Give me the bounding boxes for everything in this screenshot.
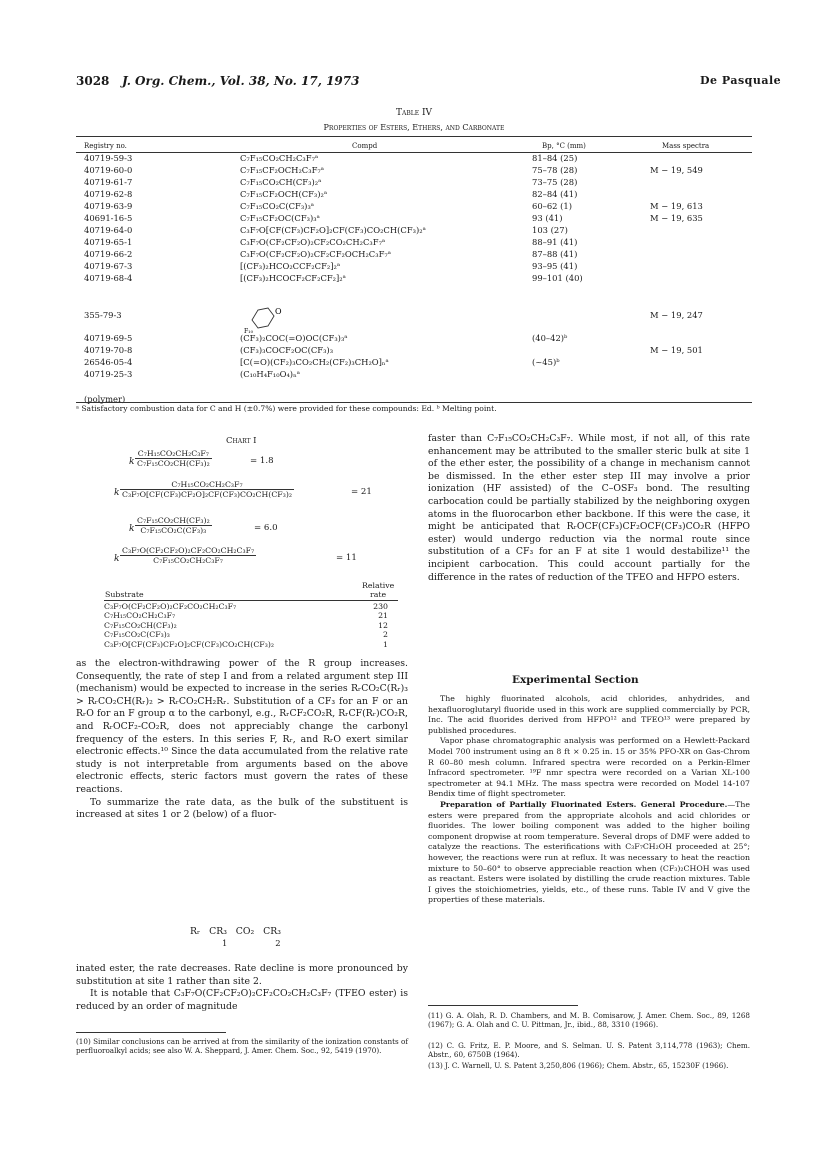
relative-rate-value: 12: [378, 620, 388, 630]
reference-12: (12) C. G. Fritz, E. P. Moore, and S. Selman. U. S. Patent 3,114,778 (1963); Chem. Abstr., 60, 6750B (1964).: [428, 1041, 750, 1060]
left-paragraph-2: To summarize the rate data, as the bulk of the substituent is increased at sites 1 or 2 (below) of a fluor-: [76, 796, 408, 821]
table-cell-registry-no: 40719-63-9: [84, 201, 133, 211]
table-cell-compound: C₇F₁₅CF₂OC(CF₃)₃ᵃ: [240, 213, 320, 223]
table-cell-registry-no: 40719-62-8: [84, 189, 133, 199]
table-cell-boiling-point: 82–84 (41): [532, 189, 578, 199]
perfluoro-ring-structure: [244, 300, 284, 334]
chart-rule: [104, 600, 398, 601]
substrate-name: C₇H₁₅CO₂CH₂C₃F₇: [104, 611, 176, 621]
col-header-registry: Registry no.: [84, 142, 127, 150]
table-cell-boiling-point: 73–75 (28): [532, 177, 578, 187]
col-header-mass: Mass spectra: [662, 142, 710, 150]
table-footnote: ᵃ Satisfactory combustion data for C and H (±0.7%) were provided for these compounds: Ed. ᵇ Melting point.: [76, 404, 497, 413]
table-cell-compound: C₃F₇O[CF(CF₃)CF₂O]₂CF(CF₃)CO₂CH(CF₃)₂ᵃ: [240, 225, 426, 235]
right-column: [428, 433, 750, 584]
table-cell-registry-no: 40719-64-0: [84, 225, 133, 235]
rate-constant-symbol: k: [114, 554, 120, 564]
table-cell-boiling-point: 88–91 (41): [532, 237, 578, 247]
rate-ratio-fraction: [135, 449, 212, 468]
ratio-value: = 21: [351, 487, 372, 497]
table-cell-registry-no: 40719-59-3: [84, 153, 133, 163]
reference-11: (11) G. A. Olah, R. D. Chambers, and M. B. Comisarow, J. Amer. Chem. Soc., 89, 1268 (1967); G. A. Olah and C. U. Pittman, Jr., ibid., 88, 3310 (1966).: [428, 1011, 750, 1030]
substrate-name: C₃F₇O(CF₂CF₂O)₂CF₂CO₂CH₂C₃F₇: [104, 602, 237, 611]
col-header-compd: Compd: [352, 142, 378, 150]
table-cell-boiling-point: 93–95 (41): [532, 261, 578, 271]
table-cell-compound: (CF₃)₃COCF₂OC(CF₃)₃: [240, 345, 334, 355]
relative-rate-value: 230: [373, 602, 388, 611]
relative-rate-value: 1: [383, 639, 388, 649]
experimental-paragraph-2: Vapor phase chromatographic analysis was performed on a Hewlett-Packard Model 700 instrument using an 8 ft × 0.25 in. 15 or 35% PFO-XR on Gas-Chrom R 60–80 mesh column. Infrared spectra were recorded on a Perkin-Elmer Infracord spectrometer. ¹⁹F nmr spectra were recorded on a Varian XL-100 spectrometer at 94.1 MHz. The mass spectra were recorded on Model 14-107 Bendix time of flight spectrometer.: [428, 736, 750, 799]
table-header-rule: [76, 152, 752, 153]
table-cell-compound: [(CF₃)₂HCO₂CCF₂CF₂]₂ᵃ: [240, 261, 341, 271]
ratio-numerator: C₃F₇O(CF₂CF₂O)₂CF₂CO₂CH₂C₃F₇: [122, 546, 255, 555]
references-rule: [428, 1005, 578, 1006]
ratio-numerator: C₇H₁₅CO₂CH₂C₃F₇: [120, 480, 294, 490]
table-cell-mass-spectra: M − 19, 247: [650, 310, 703, 320]
table-cell-registry-no: 40719-66-2: [84, 249, 133, 259]
rate-constant-symbol: k: [129, 457, 135, 467]
footnote-rule: [76, 1032, 226, 1033]
left-paragraph-4: It is notable that C₃F₇O(CF₂CF₂O)₂CF₂CO₂CH₂C₃F₇ (TFEO ester) is reduced by an order of magnitude: [76, 988, 408, 1012]
table-cell-registry-no: 40719-25-3: [84, 369, 133, 379]
table-cell-compound: C₃F₇O(CF₂CF₂O)₂CF₂CO₂CH₂C₃F₇ᵃ: [240, 237, 386, 247]
table-cell-compound: C₇F₁₅CF₂OCH(CF₃)₂ᵃ: [240, 189, 328, 199]
table-title: Table IV: [395, 108, 433, 118]
left-paragraph-1: as the electron-withdrawing power of the R group increases. Consequently, the rate of step I and from a related argument step III (mechanism) would be expected to increase in the series RᵣCO₂C(Rᵣ)₃ > RᵣCO₂CH(Rᵣ)₂ > RᵣCO₂CH₂Rᵣ. Substitution of a CF₃ for an F or an RᵣO for an F group α to the carbonyl, e.g., RᵣCF₂CO₂R, RᵣCF(Rᵣ)CO₂R, and RᵣOCF₂-CO₂R, does not appreciably change the carbonyl frequency of the esters. In this series F, Rᵣ, and RᵣO exert similar electronic effects.¹⁰ Since the data accumulated from the relative rate study is not interpretable from arguments based on the above electronic effects, steric factors must govern the rates of these reactions.: [76, 658, 408, 795]
ratio-denominator: C₇F₁₅CO₂CH(CF₃)₂: [137, 459, 210, 468]
ratio-value: = 6.0: [254, 523, 278, 533]
site-numbers: 1 2: [222, 938, 281, 948]
rate-constant-symbol: k: [114, 488, 120, 498]
table-cell-compound: C₇F₁₅CO₂C(CF₃)₃ᵃ: [240, 201, 315, 211]
table-cell-compound: C₇F₁₅CF₂OCH₂C₃F₇ᵃ: [240, 165, 324, 175]
relative-rate-value: 2: [383, 630, 388, 640]
table-cell-registry-no: 40719-65-1: [84, 237, 133, 247]
table-subtitle: Properties of Esters, Ethers, and Carbonate: [323, 123, 505, 132]
experimental-paragraph-3: —The esters were prepared from the appropriate alcohols and acid chlorides or fluorides. The lower boiling component was added to the higher boiling component dropwise at room temperature. Several drops of DMF were added to catalyze the reactions. The esterifications with C₃F₇CH₂OH proceeded at 25°; however, the reactions were run at reflux. It was necessary to heat the reaction mixture to 50–60° to observe appreciable reaction when (CF₃)₂CHOH was used as reactant. Esters were isolated by distilling the crude reaction mixtures. Table I gives the stoichiometries, yields, etc., of these runs. Table IV and V give the properties of these materials.: [428, 799, 750, 905]
table-cell-boiling-point: 75–78 (28): [532, 165, 578, 175]
rate-ratio-fraction: [120, 480, 294, 499]
chart-title: Chart I: [226, 436, 257, 446]
ring-oxygen-label: O: [275, 307, 282, 316]
table-cell-boiling-point: 60–62 (1): [532, 201, 573, 211]
ring-fluorine-label: F₁₀: [244, 328, 253, 334]
site-formula: Rᵣ CR₃ CO₂ CR₃: [190, 926, 281, 937]
ratio-value: = 11: [336, 553, 357, 563]
running-header: [76, 74, 359, 88]
left-column-continued: [76, 963, 408, 1013]
ratio-denominator: C₇F₁₅CO₂C(CF₃)₃: [140, 526, 207, 535]
experimental-paragraph-1: The highly fluorinated alcohols, acid chlorides, anhydrides, and hexafluoroglutaryl fluoride used in this work are supplied commercially by PCR, Inc. The acid fluorides derived from HFPO¹² and TFEO¹³ were prepared by published procedures.: [428, 694, 750, 735]
ratio-numerator: C₇F₁₅CO₂CH(CF₃)₂: [137, 516, 210, 525]
table-cell-registry-no: 40719-67-3: [84, 261, 133, 271]
table-cell-boiling-point: 99–101 (40): [532, 273, 583, 283]
section-heading: Experimental Section: [512, 674, 639, 686]
table-cell-compound: C₇F₁₅CO₂CH₂C₃F₇ᵃ: [240, 153, 319, 163]
table-cell-boiling-point: 87–88 (41): [532, 249, 578, 259]
table-cell-boiling-point: 81–84 (25): [532, 153, 578, 163]
ratio-denominator: C₃F₇O[CF(CF₃)CF₂O]₂CF(CF₃)CO₂CH(CF₃)₂: [122, 490, 293, 499]
experimental-subheading: Preparation of Partially Fluorinated Esters. General Procedure.: [440, 799, 728, 809]
relative-rate-header-2: rate: [370, 590, 387, 599]
table-cell-registry-no: 40719-68-4: [84, 273, 133, 283]
table-cell-compound: [(CF₃)₂HCOCF₂CF₂CF₂]₂ᵃ: [240, 273, 346, 283]
table-cell-mass-spectra: M − 19, 501: [650, 345, 703, 355]
substrate-name: C₇F₁₅CO₂CH(CF₃)₂: [104, 620, 177, 630]
table-cell-boiling-point: 103 (27): [532, 225, 568, 235]
left-paragraph-3: inated ester, the rate decreases. Rate decline is more pronounced by substitution at site 1 rather than site 2.: [76, 963, 408, 987]
table-cell-boiling-point: (~45)ᵇ: [532, 357, 560, 367]
polymer-note: (polymer): [84, 394, 126, 404]
table-top-rule: [76, 136, 752, 137]
table-cell-compound: (CF₃)₂COC(=O)OC(CF₃)₃ᵃ: [240, 333, 348, 343]
page-number: 3028: [76, 74, 110, 88]
ratio-value: = 1.8: [250, 456, 274, 466]
relative-rate-value: 21: [378, 611, 388, 621]
table-cell-registry-no: 26546-05-4: [84, 357, 133, 367]
substrate-name: C₃F₇O[CF(CF₃)CF₂O]₂CF(CF₃)CO₂CH(CF₃)₂: [104, 639, 275, 649]
relative-rate-header-1: Relative: [362, 581, 395, 590]
col-header-bp: Bp, °C (mm): [542, 142, 586, 150]
table-cell-registry-no: 40719-70-8: [84, 345, 133, 355]
table-cell-mass-spectra: M − 19, 635: [650, 213, 703, 223]
table-cell-boiling-point: (40–42)ᵇ: [532, 333, 568, 343]
experimental-text: [428, 694, 750, 906]
footnote-10: (10) Similar conclusions can be arrived at from the similarity of the ionization constants of perfluoroalkyl acids; see also W. A. Sheppard, J. Amer. Chem. Soc., 92, 5419 (1970).: [76, 1037, 408, 1056]
journal-citation: J. Org. Chem., Vol. 38, No. 17, 1973: [121, 74, 360, 88]
table-cell-registry-no: 355-79-3: [84, 310, 122, 320]
substrate-name: C₇F₁₅CO₂C(CF₃)₃: [104, 630, 170, 640]
substrate-header: Substrate: [105, 590, 144, 599]
table-cell-mass-spectra: M − 19, 549: [650, 165, 703, 175]
table-cell-registry-no: 40719-60-0: [84, 165, 133, 175]
rate-ratio-fraction: [135, 516, 212, 535]
rate-ratio-fraction: [120, 546, 256, 565]
table-cell-compound: C₃F₇O(CF₂CF₂O)₂CF₂CF₂OCH₂C₃F₇ᵃ: [240, 249, 391, 259]
table-cell-boiling-point: 93 (41): [532, 213, 563, 223]
right-paragraph-1: faster than C₇F₁₅CO₂CH₂C₃F₇. While most, if not all, of this rate enhancement may be attributed to the smaller steric bulk at site 1 of the ether ester, the possibility of a change in mechanism cannot be dismissed. In the ether ester step III may involve a prior ionization (HF assisted) of the C–OSF₃ bond. The resulting carbocation could be partially stabilized by the neighboring oxygen atoms in the fluorocarbon ether backbone. If this were the case, it might be anticipated that RᵣOCF(CF₃)CF₂OCF(CF₃)CO₂R (HFPO ester) would undergo reduction via the normal route since substitution of a CF₃ for an F at site 1 would destabilize¹¹ the incipient carbocation. This could account partially for the difference in the rates of reduction of the TFEO and HFPO esters.: [428, 433, 750, 583]
author-header: De Pasquale: [700, 74, 782, 87]
table-cell-compound: [C(=O)(CF₂)₃CO₂CH₂(CF₂)₃CH₂O]ₙᵃ: [240, 357, 389, 367]
left-column: [76, 658, 408, 822]
table-cell-compound: C₇F₁₅CO₂CH(CF₃)₂ᵃ: [240, 177, 322, 187]
table-cell-registry-no: 40719-61-7: [84, 177, 133, 187]
table-cell-compound: (C₁₀H₄F₁₀O₄)ₙᵃ: [240, 369, 300, 379]
ratio-denominator: C₇F₁₅CO₂CH₂C₃F₇: [153, 556, 223, 565]
table-cell-registry-no: 40691-16-5: [84, 213, 133, 223]
ratio-numerator: C₇H₁₅CO₂CH₂C₃F₇: [135, 449, 212, 459]
rate-constant-symbol: k: [129, 524, 135, 534]
reference-13: (13) J. C. Warnell, U. S. Patent 3,250,806 (1966); Chem. Abstr., 65, 15230F (1966).: [428, 1061, 729, 1070]
table-bottom-rule: [76, 402, 752, 403]
table-cell-registry-no: 40719-69-5: [84, 333, 133, 343]
table-cell-mass-spectra: M − 19, 613: [650, 201, 703, 211]
